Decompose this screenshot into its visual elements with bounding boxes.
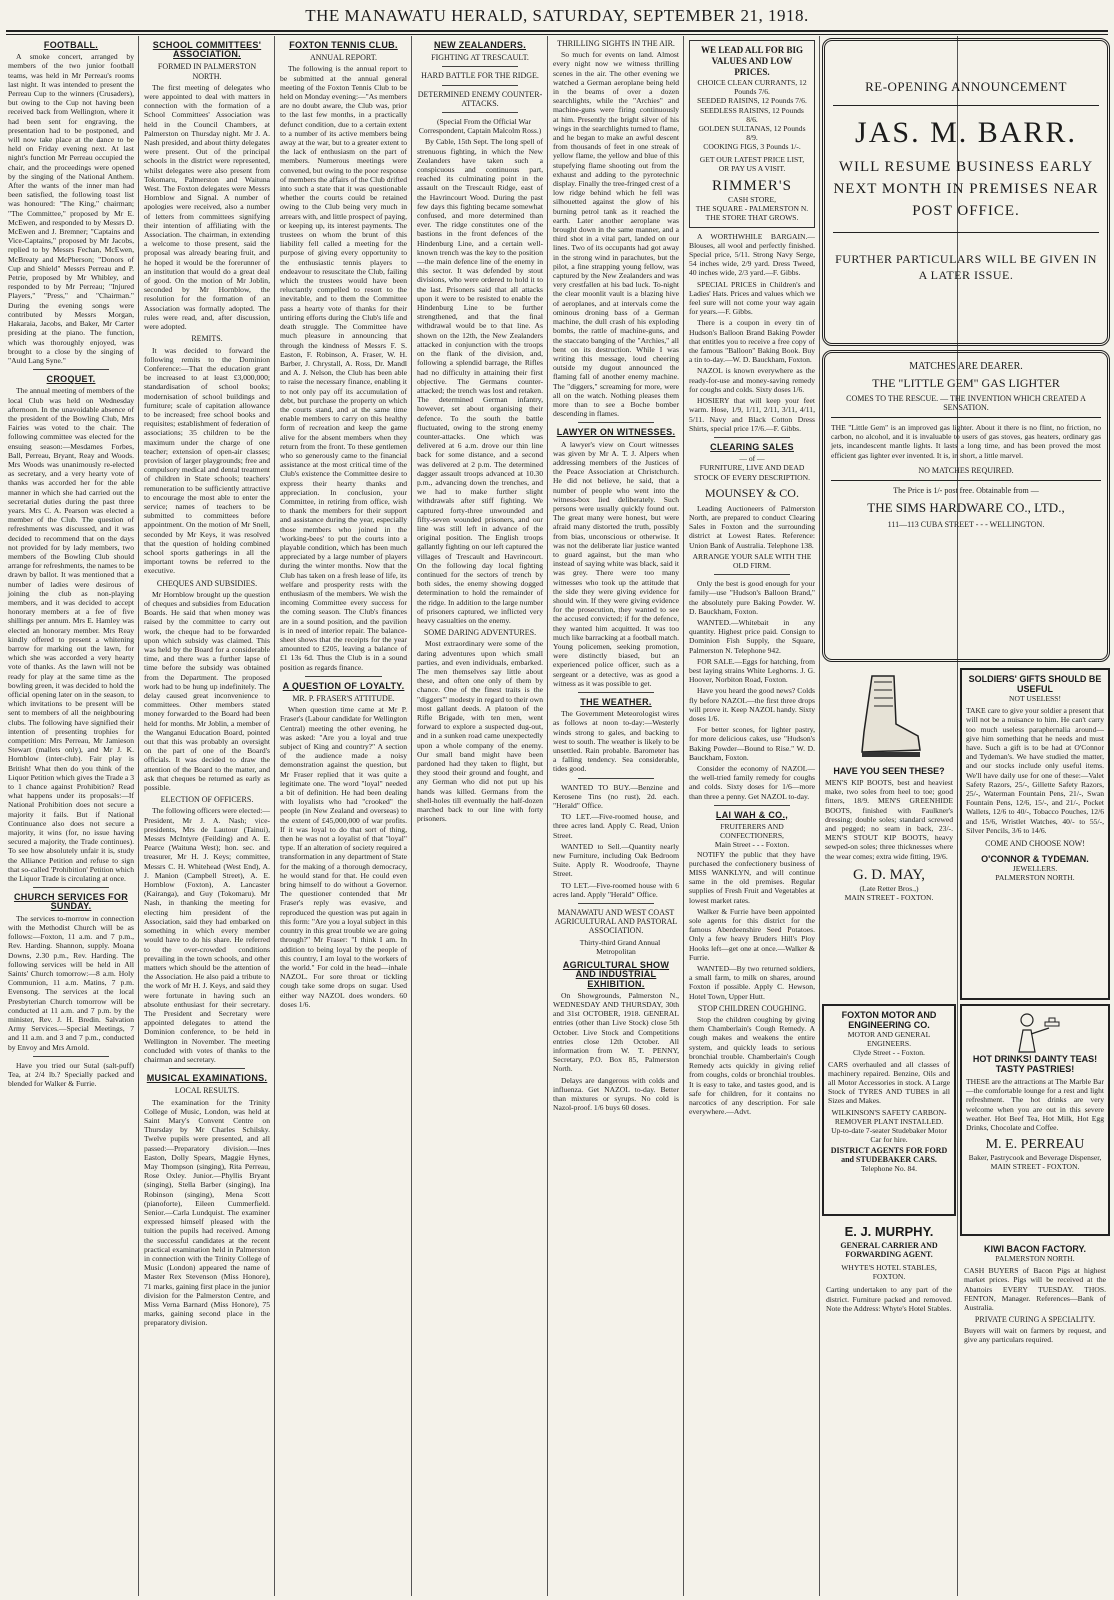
cheques-heading: CHEQUES AND SUBSIDIES.	[156, 578, 258, 588]
divider	[714, 437, 790, 438]
barr-frame	[822, 38, 1110, 346]
boots-heading: HAVE YOU SEEN THESE?	[833, 766, 945, 776]
loyalty-heading: A QUESTION OF LOYALTY.	[282, 680, 405, 691]
gibbs-advert: SPECIAL PRICES in Children's and Ladies' Hats. Prices and values which we feel sure will not come your way again for years.—F. Gibbs.	[689, 279, 815, 317]
divider	[442, 66, 518, 67]
motor-agents: DISTRICT AGENTS FOR FORD and STUDEBAKER CARS.	[830, 1146, 948, 1165]
murphy-name: E. J. MURPHY.	[844, 1224, 934, 1239]
column-rule	[138, 36, 139, 1596]
gem-price: The Price is 1/- post free. Obtainable from —	[893, 485, 1039, 495]
column-rule	[819, 36, 820, 1596]
kiwi-address: PALMERSTON NORTH.	[995, 1254, 1075, 1263]
thrilling-article: So much for events on land. Almost every night now we witness thrilling scenes in the air. The other evening we watched a German aeroplane being held in the beams of over a dozen searchlights, while the "Archies" and machine-guns were firing continuously at him. Presently the bright silver of his wings in the searchlights turned to flame, and he began to make an awful descent from thousands of feet in one streak of yellow flame, the yellow and blue of this stupefying flame shooting out from the exhaust and adding to the pyrotechnic display. Finally the tree-fringed crest of a low ridge behind which he fell was silhouetted against the glow of his burning petrol tank as it reached the earth. Later another aeroplane was brought down in the same manner, and a third shot in a vital part, landed on our lines. Two of its occupants had got away in the strong wind in parachutes, but the pilot, a fine strapping young fellow, was captured by the New Zealanders and was very crestfallen at his bad luck. To-night the clear moonlit vault is a blazing hive of aeroplanes, and at intervals come the ominous droning bass of a German machine, the dull crash of his exploding bombs, the rattle of machine-guns, and the staccato banging of the "Archies," all bent on its destruction. While I was writing this message, loud cheering outside my dugout announced the flaming fall of another enemy machine. The "diggers," screaming for more, were all on the watch. Nothing pleases them more than to see a Boche bomber descending in flames.	[553, 50, 679, 419]
nazol-advert: Consider the economy of NAZOL—the well-tried family remedy for coughs and colds. Sixty doses for 1/6—more than three a penny. Get NAZOL to-day.	[689, 764, 815, 801]
rimmers-name: RIMMER'S	[712, 178, 792, 195]
motor-telephone: Telephone No. 84.	[861, 1164, 917, 1174]
thrilling-heading: THRILLING SIGHTS IN THE AIR.	[557, 39, 675, 48]
croquet-article: The annual meeting of members of the local Club was held on Wednesday afternoon. In the unavoidable absence of the president of the Bowling Club, Mrs Fairies was voted to the chair. The following committee was elected for the ensuing season:—Mesdames Forbes, Ball, Perreau, Bryant, Reay and Woods. Mrs Woods was unanimously re-elected as secretary, and a very hearty vote of thanks was accorded her for the able manner in which she had carried out the secretarial duties during the past three years. Mrs C. A. Pearson was elected a member of the Club. The question of refreshments was discussed, and it was decided to recommend that on the days not provided for by lady members, two members of the Bowling Club should arrange for refreshments, the names to be drawn by ballot. It was mentioned that a number of ladies were desirous of joining the club as non-playing members, and it was decided to accept honorary members at a fee of five shillings per annum. Mrs E. Hamley was elected an honorary member. Mrs Reay kindly offered to present a whitening barrow for marking out the lawn, for which she was accorded a very hearty vote of thanks. As the lawn will not be ready for play at the same time as the bowling green, it was decided to hold the official opening later on in the season, to which invitations to be present will be sent to members of all the neighbouring clubs. The following have signified their intention of presenting trophies for competition: Mrs Perreau, Mr Jamieson Stewart (mallets only), and Mr J. K. Hornblow (inter-club). Fair play is British! What then do you think of the Liquor Petition which gives the Trade a 3 to 1 chance against Prohibition? Read what happens under its proposals:—If National Prohibition does not secure a majority it fails. But if National Continuance also does not secure a majority, it wins (for, no issue having secured a majority, the Trade continues). To see how absolutely unfair it is, study the Alliance Petition and refuse to sign that so-called 'Prohibition' Petition which the Liquor Trade is circulating at once.	[8, 386, 134, 884]
divider	[578, 778, 654, 779]
election-heading: ELECTION OF OFFICERS.	[160, 795, 254, 805]
column-5	[549, 36, 683, 1596]
divider	[833, 232, 1099, 233]
price-item: GOLDEN SULTANAS, 12 Pounds 8/9.	[698, 124, 806, 143]
divider	[442, 112, 518, 113]
nz-credit: (Special From the Official War Correspondent, Captain Malcolm Ross.)	[418, 117, 542, 136]
daring-heading: SOME DARING ADVENTURES.	[423, 628, 537, 638]
rimmers-advert	[689, 40, 815, 228]
football-heading: FOOTBALL.	[43, 40, 99, 50]
nazol-advert: Delays are dangerous with colds and influenza. Get NAZOL to-day. Better than mixtures or syrups. No cold is Nazol-proof. 1/6 buys 60 doses.	[553, 1075, 679, 1113]
classified: TO LET.—Five-roomed house with 6 acres land. Apply "Herald" Office.	[553, 880, 679, 899]
motor-wilkinson: WILKINSON'S SAFETY CARBON-REMOVER PLANT INSTALLED.	[831, 1107, 947, 1126]
wanted-advert: WANTED—By two returned soldiers, a small farm, to milk on shares, around Foxton if possible. Apply C. Hewson, Hotel Town, Upper Hutt.	[689, 964, 815, 1001]
whitebait-advert: WANTED.—Whitebait in any quantity. Highest price paid. Consign to Dominion Fish Supply, the Square, Palmerston N. Telephone 942.	[689, 617, 815, 655]
laiwah-sub: FRUITERERS AND CONFECTIONERS,	[720, 822, 784, 841]
assoc-heading: SCHOOL COMMITTEES' ASSOCIATION.	[152, 40, 262, 60]
lawyer-article: A lawyer's view on Court witnesses was given by Mr A. T. J. Alpers when addressing members of the Justices of the Peace Association at Christchurch. He did not believe, he said, that a number of people who went into the witness-box lied deliberately. Such persons were usually quickly found out. The great many were honest, but were afraid many distorted the truth, possibly from bias, unconscious or otherwise. It was not the deliberate liar justice wanted to guard against, but the man who instead of saying white was black, said it was grey. There were too many witnesses who took up the attitude that the side they were giving evidence for should win. If they were giving evidence for the prosecution, they wanted to see the accused convicted; if for the defence, they wanted him acquitted. It was too much like barracking at a football match. Young policemen, seeking promotion, were distinctly biased, but an experienced police officer, such as a sergeant or a detective, was as good a witness as it was possible to get.	[553, 439, 679, 688]
gem-body: THE "Little Gem" is an improved gas lighter. About it there is no flint, no friction, no carbon, no alcohol, and it is invaluable to users of gas stoves, gas heaters, ordinary gas jets, incandescent mantle lights. It lasts a long time, and has been proved the most efficient gas lighter ever invented. It is, in short, a little marvel.	[831, 423, 1101, 460]
tea-advert: Have you tried our Sutal (salt-puff) Tea, at 2/4 lb.? Specially packed and blended for Walker & Furrie.	[8, 1060, 134, 1089]
barr-foot: FURTHER PARTICULARS WILL BE GIVEN IN A LATER ISSUE.	[835, 252, 1097, 282]
motor-body: CARS overhauled and all classes of machinery repaired. Benzine, Oils and all Motor Accessories in stock. A Large Stock of TYRES AND TUBES in all Sizes and Makes.	[828, 1059, 950, 1106]
classified: WANTED to Sell.—Quantity nearly new Furniture, including Oak Bedroom Suite. Apply R. Woodroofe, Thayne Street.	[553, 841, 679, 879]
classified: WANTED TO BUY.—Benzine and Kerosene Tins (no rust), 2d. each. "Herald" Office.	[553, 782, 679, 811]
divider	[578, 422, 654, 423]
price-item: COOKING FIGS, 3 Pounds 1/-.	[703, 142, 801, 152]
column-3	[276, 36, 411, 1596]
assoc-subheading: FORMED IN PALMERSTON NORTH.	[157, 62, 257, 81]
boots-advert	[822, 668, 956, 1000]
murphy-sub: GENERAL CARRIER AND FORWARDING AGENT.	[840, 1241, 938, 1259]
column-1	[4, 36, 138, 1596]
cough-text: Stop the children coughing by giving them Chamberlain's Cough Remedy. A cough makes and weakens the entire system, and quickly leads to serious bronchial trouble. Chamberlain's Cough Remedy acts quickly in giving relief from coughs, colds or bronchial troubles. It is easy to take, and tastes good, and is safe for children, for it contains no narcotics of any description. For sale everywhere.—Advt.	[689, 1015, 815, 1117]
may-late: (Late Retter Bros.,)	[859, 883, 919, 893]
cough-heading: STOP CHILDREN COUGHING.	[697, 1003, 807, 1013]
kiwi-advert	[960, 1240, 1110, 1596]
rimmers-heading: WE LEAD ALL FOR BIG VALUES AND LOW PRICES.	[700, 45, 804, 77]
column-4	[413, 36, 547, 1596]
rimmers-sub: CASH STORE,	[728, 195, 776, 205]
column-6	[685, 36, 819, 1596]
weather-article: The Government Meteorologist wires as follows at noon to-day:—Westerly winds strong to gales, and backing to west to south. The weather is likely to be unsettled. Rain probable. Barometer has a falling tendency. Sea considerable, tides good.	[553, 709, 679, 774]
gem-title: MATCHES ARE DEARER.	[909, 361, 1023, 372]
nazol-advert: Have you heard the good news? Colds fly before NAZOL—the first three drops will prove it. Keep NAZOL handy. Sixty doses 1/6.	[689, 686, 815, 723]
motor-advert	[822, 1004, 956, 1216]
mounsey-text: Leading Auctioneers of Palmerston North, are prepared to conduct Clearing Sales in Foxton and the surrounding district at Lowest Rates. Reference: Union Bank of Australia. Telephone 138.	[689, 503, 815, 550]
gifts-advert	[960, 668, 1110, 1000]
show-heading: MANAWATU AND WEST COAST AGRICULTURAL AND PASTORAL ASSOCIATION.	[554, 908, 678, 936]
kiwi-heading: KIWI BACON FACTORY.	[983, 1244, 1086, 1254]
mounsey-name: MOUNSEY & CO.	[705, 485, 799, 500]
divider	[578, 692, 654, 693]
hudson-advert: For better scones, for lighter pastry, for more delicious cakes, use "Hudson's Baking Powder—Bound to Rise." W. D. Bauckham, Foxton.	[689, 725, 815, 762]
oconnor-name: O'CONNOR & TYDEMAN.	[981, 854, 1089, 865]
divider	[442, 85, 518, 86]
potatoes-advert: Walker & Furrie have been appointed sole agents for this district for the famous Aberdeenshire Seed Potatoes. Only a few heavy Bruders Hill's Ploy Hooks left—get one at once.—Walker & Furrie.	[689, 906, 815, 962]
murphy-address: WHYTE'S HOTEL STABLES, FOXTON.	[841, 1263, 937, 1282]
loyalty-article: When question time came at Mr P. Fraser's (Labour candidate for Wellington Central) meeting the other evening, he was asked: "Are you a loyal and true subject of King and country?" A section of the audience made a noisy demonstration against the question, but Mr Fraser replied that it was quite a legitimate one. The word "loyal" needed a bit of definition. He had been dealing with loyalists who had "crooked" the people (in New Zealand and overseas) to the extent of £45,000,000 of war profits. If it was loyal to do that sort of thing, then he was not a loyalist of that "loyal" type. If an alteration of society required a transformation in any department of State for the making of a thorough democracy, he would stand for that. He could even bring himself to do without a Governor. The questioner contended that Mr Fraser's reply was evasive, and reproduced the question was put again in this form: "Are you a loyal subject in this country in this great trouble we are going through?" Mr Fraser: "I think I am. In addition to being loyal by the people of this country, I am loyal to the workers of the world." For cold in the head—inhale NAZOL. For sore throat or tickling cough take some drops on sugar. Used either way NAZOL does wonders. 60 doses 1/6.	[280, 705, 407, 1009]
gifts-sub: NOT USELESS!	[1009, 694, 1061, 703]
tennis-subheading: ANNUAL REPORT.	[309, 53, 378, 63]
balloon-advert: Only the best is good enough for your family—use "Hudson's Balloon Brand," the absolutely pure Baking Powder. W. D. Bauckham, Foxton.	[689, 579, 815, 616]
murphy-advert	[822, 1220, 956, 1596]
masthead: THE MANAWATU HERALD, SATURDAY, SEPTEMBER 21, 1918.	[305, 6, 809, 25]
lawyer-heading: LAWYER ON WITNESSES.	[556, 427, 676, 438]
divider	[305, 676, 381, 677]
kiwi-tail: Buyers will wait on farmers by request, and give any particulars required.	[964, 1326, 1106, 1345]
divider	[169, 1068, 245, 1069]
remits-heading: REMITS.	[191, 334, 223, 344]
perreau-name: M. E. PERREAU	[985, 1137, 1085, 1153]
oconnor-sub: JEWELLERS.	[1012, 864, 1058, 874]
laiwah-heading: LAI WAH & CO.,	[715, 809, 789, 820]
divider	[831, 480, 1101, 481]
cheques-text: Mr Hornblow brought up the question of cheques and subsidies from Education Boards. He said that when money was raised by the committee to carry out work, the cheque had to be forwarded upon which subsidy was claimed. This was held by the Board for a considerable time, and there was a further lapse of time before the subsidy was obtained from the Department. The proposed work had to be hung up indefinitely. The delay caused great inconvenience to committees. Other members stated money forwarded to the Board had been held for months. Mr Joblin, a member of the Wanganui Education Board, pointed out that this was probably an oversight on the part of one of the Board's officials. It was decided to draw the attention of the Board to the matter, and ask that cheques be returned as early as possible.	[144, 589, 270, 793]
gem-company: THE SIMS HARDWARE CO., LTD.,	[867, 499, 1065, 515]
divider	[714, 574, 790, 575]
daring-article: Most extraordinary were some of the daring adventures upon which small parties, and even individuals, embarked. The men themselves say little about these, and often one only of them by chance. One of the finest traits is the "diggers'" modesty in regard to their own most gallant deeds. A platoon of the Rifle Brigade, with ten men, went forward to explore a suspected dug-out, and in a sunken road came unexpectedly upon a whole company of the enemy. Our small band might have been pardoned had they taken to flight, but they stood their ground and fought, and any German who did not put up his hands was killed. Germans from the shell-holes till eventually the half-dozen marched back to our line with forty prisoners.	[417, 639, 543, 824]
barr-advert	[822, 38, 1110, 346]
laiwah-address: Main Street - - - Foxton.	[714, 840, 790, 850]
price-item: SEEDLESS RAISINS, 12 Pounds 8/6.	[700, 105, 804, 124]
column-rule	[274, 36, 275, 1596]
drinks-body: THESE are the attractions at The Marble Bar—the comfortable lounge for a rest and light refreshment. The hot drinks are very welcome when you are out in this severe weather. Hot Beef Tea, Hot Milk, Hot Egg Drinks, Chocolate and Coffee.	[966, 1077, 1104, 1133]
balloon-advert: There is a coupon in every tin of Hudson's Balloon Brand Baking Powder that entitles you to receive a free copy of the famous "Balloon" Baking Book. Buy a tin to-day.—W. D. Bauckham, Foxton.	[689, 318, 815, 365]
church-article: The services to-morrow in connection with the Methodist Church will be as follows:—Foxton, 11 a.m. and 7 p.m., Rev. Harding. Shannon, supply. Moana Downs, 2.30 p.m., Rev. Harding. The following services will be held in All Saints' Church tomorrow:—8 a.m. Holy Communion, 11 a.m. Matins, 7 p.m. Evensong. The services at the local Presbyterian Church tomorrow will be conducted at 11 a.m. and 7 p.m. by the minister, Rev. J. H. Bredin. Salvation Army Services.—Special Meetings, 7 and 11 a.m. and 3 and 7 p.m., conducted by Envoy and Mrs Arnold.	[8, 913, 134, 1052]
rimmers-address: THE SQUARE - PALMERSTON N.	[695, 204, 809, 214]
barr-name: JAS. M. BARR.	[855, 116, 1077, 149]
divider	[714, 805, 790, 806]
may-name: G. D. MAY,	[852, 866, 926, 883]
rimmers-call: GET OUR LATEST PRICE LIST, OR PAY US A VISIT.	[699, 154, 805, 173]
barr-title: RE-OPENING ANNOUNCEMENT	[865, 79, 1067, 94]
show-text: On Showgrounds, Palmerston N., WEDNESDAY AND THURSDAY, 30th and 31st OCTOBER, 1918. GENERAL entries (other than Live Stock) close 5th October. Live Stock and Competitions entries close 12th October. All information from W. T. PENNY, Secretary, P.O. Box 85, Palmerston North.	[553, 990, 679, 1074]
gem-advert	[822, 350, 1110, 662]
motor-heading: FOXTON MOTOR AND ENGINEERING CO.	[841, 1010, 937, 1030]
boot-icon	[854, 672, 924, 762]
weather-heading: THE WEATHER.	[580, 697, 652, 708]
football-article: A smoke concert, arranged by members of the two junior football teams, was held in Mr Perreau's rooms last night. It was intended to present the Perreau Cup to the winners (Crusaders), but owing to the Cup not having been received back from Wellington, where it had been sent for engraving, the presentation had to be postponed, and will now take place at the dance to be held on Friday evening next. At last night's function Mr Perreau occupied the chair, and the proceedings were opened by the singing of the National Anthem. After the wants of the inner man had been satisfied, the following toast list was honoured: "The King," chairman; "The Committee," proposed by Mr E. McEwen, and responded to by Messrs D. McEwen and J. Bremner; "Captains and Vice-Captains," proposed by Mr Jacobs, replied to by Messrs Fechan, McEwen, McBreaty and McPherson; "Donors of Cup and Shield" Messrs Perreau and P. Petrie, proposed by Mr Whibley, and responded to by Mr Perreau; "Injured Players," "Press," and "Chairman." During the evening songs were contributed by Messrs Morgan, Hakaraia, Jacobs, and Baker, Mr Carter presiding at the piano. The function, which was thoroughly enjoyed, was brought to a close by the singing of "Auld Lang Syne."	[8, 52, 134, 365]
gem-nomatch: NO MATCHES REQUIRED.	[918, 465, 1014, 475]
divider	[831, 417, 1101, 418]
kiwi-body: CASH BUYERS of Bacon Pigs at highest market prices. Pigs will be received at the Abattoirs EVERY TUESDAY. THOS. FENTON, Manager. References—Bank of Australia.	[964, 1266, 1106, 1313]
nz-subheading: FIGHTING AT TRESCAULT.	[431, 53, 529, 63]
divider	[33, 887, 109, 888]
nz-subheading-3: DETERMINED ENEMY COUNTER-ATTACKS.	[417, 89, 543, 108]
show-subheading: Thirty-third Grand Annual Metropolitan	[579, 937, 661, 956]
kiwi-call: PRIVATE CURING A SPECIALITY.	[974, 1315, 1096, 1325]
election-text: The following officers were elected:—President, Mr J. A. Nash; vice-presidents, Mrs de Lautour (Tainui), Messrs McIntyre (Feilding) and A. E. Pearce (Waituna West); hon. sec. and treasurer, Mr H. J. Keys; committee, Messrs C. H. Whitehead (West End), A. J. Manion (Campbell Street), A. E. Hornblow (Foxton), A. Lancaster (Kairanga), and Guy (Tokomaru). Mr Nash, in thanking the meeting for electing him president of the Association, said they had embarked on something in which every member would have to do his share. He referred to the over-crowded conditions prevailing in the town schools, and other matters which should be the attention of the Association. He also paid a tribute to the work of Mr H. J. Keys, and said they were fortunate in having such an absolute enthusiast for their secretary. The President and Secretary were appointed delegates to attend the Dominion conference, to be held in Wellington in November. The meeting concluded with votes of thanks to the chairman and secretary.	[144, 806, 270, 1064]
musical-subheading: LOCAL RESULTS.	[174, 1086, 240, 1096]
gibbs-advert: HOSIERY that will keep your feet warm. Hose, 1/9, 1/11, 2/11, 3/11, 4/11, 5/11. Navy and Black Cotton Dress Shirts, special price 17/6.—F. Gibbs.	[689, 396, 815, 433]
murphy-body: Carting undertaken to any part of the district. Furniture packed and removed. Note the Address: Whyte's Hotel Stables.	[826, 1285, 952, 1313]
boots-body: MEN'S KIP BOOTS, best and heaviest make, two soles from heel to toe; good fitters, 18/9. MEN'S GREENHIDE BOOTS, finished with Faulkner's dressing; double soles; standard screwed and pegged; no seam in back, 23/-. MEN'S STOUT KIP BOOTS, heavy sewped-on soles; three thicknesses where the wear comes; extra wide fitting, 19/6.	[825, 778, 953, 861]
gifts-heading: SOLDIERS' GIFTS SHOULD BE USEFUL	[968, 674, 1102, 694]
column-2	[140, 36, 274, 1596]
remits-text: It was decided to forward the following remits to the Dominion Conference:—That the education grant be increased to at least £3,000,000; standardisation of school books; modernisation of school buildings and furniture; scale of capitation allowance to be increased; free school books and requisites; establishment of federation of associations; 35 children to be the maximum under the charge of one teacher; extension of open-air classes; provision of larger playgrounds; free and compulsory medical and dental treatment of children in State schools; teachers' remuneration to be sufficiently attractive to encourage the most able to enter the service; names of teachers to be submitted to committees before appointment. On the motion of Mr Snell, seconded by Mr Keys, it was resolved that the question of holding combined school sports gatherings in all the important towns be referred to the executive.	[144, 345, 270, 576]
gem-frame	[822, 350, 1110, 662]
may-address: MAIN STREET - FOXTON.	[844, 893, 934, 903]
tennis-article: The following is the annual report to be submitted at the annual general meeting of the Foxton Tennis Club to be held on Monday evening:—"As members are no doubt aware, the Club was, prior to the last few months, in a practically defunct condition, due to a certain extent to a number of its active members being away at the war, but to a greater extent to the lack of enthusiasm on the part of members. Numerous meetings were convened, but owing to the poor response of members the affairs of the Club drifted into such a state that it was questionable whether the courts could be retained owing to the Club being very much in arrears with, and little prospect of paying, or keeping up, its interest payments. The trustees on whom the brunt of this liability fell called a meeting for the purpose of giving every opportunity to the enthusiastic tennis players to endeavour to resuscitate the Club, failing which the trustees would have been reluctantly compelled to resort to the inevitable, and to them the Committee pass a hearty vote of thanks for their untiring efforts during the Club's life and death struggle. The Committee have much pleasure in announcing that through the kindness of Messrs F. S. Easton, F. Robinson, A. Fraser, W. H. Barber, J. Chrystall, A. Ross, Dr. Mandl and A. J. Nelson, the Club has been able to raise the necessary finance, enabling it to not only pay off its accumulation of debt, but purchase the property on which the courts stand, and at the same time enable members to carry on this healthy form of recreation and keep the game alive for the absent members when they return from the front. To these gentlemen who so generously came to the financial assistance at the most critical time of the Club's existence the Committee desire to express their hearty thanks and appreciation. In conclusion, your Committee, in retiring from office, wish to thank the members for their support and assistance during the year, especially those members who joined in the 'working-bees' to put the courts into a playable condition, which has been much appreciated by a large number of players during the winter months. Now that the Club has taken on a fresh lease of life, its welfare and prosperity rests with the enthusiasm of the members. We wish the incoming Committee every success for the coming season. The Club's finances are in a sound position, and the pavilion is in need of interior repair. The balance-sheet shows that the receipts for the year amounted to £205, leaving a balance of £1 13s 6d. Thus the Club is in a sound position as regards finance.	[280, 64, 407, 672]
mounsey-arrange: ARRANGE YOUR SALE WITH THE OLD FIRM.	[692, 551, 812, 570]
divider	[33, 369, 109, 370]
gifts-body: TAKE care to give your soldier a present that will not be a nuisance to him. He can't carry too much useless paraphernalia around—give him something that he needs and must have. Such a gift is to be had at O'Connor and Tydeman's. We have studied the matter, and our stocks include only useful items. We'll have daily use for one of these:—Valet Safety Razors, 25/-, Gillette Safety Razors, 25/-, Waterman Fountain Pens, 21/-, Swan Fountain Pens, 12/6, 15/-, and 21/-, Pocket Wallets, 12/6 to 40/-, Tobacco Pouches, 12/6 and 15/6, Wristlet Watches, 40/- to 55/-, Silver Pencils, 3/6 to 14/6.	[966, 706, 1104, 835]
masthead-rule	[6, 30, 1108, 35]
gem-address: 111—113 CUBA STREET - - - WELLINGTON.	[887, 519, 1045, 529]
clearing-items: FURNITURE, LIVE AND DEAD STOCK OF EVERY DESCRIPTION.	[693, 463, 811, 482]
perreau-address: MAIN STREET - FOXTON.	[990, 1162, 1080, 1172]
musical-article: The examination for the Trinity College of Music, London, was held at Saint Mary's Convent Centre on Thursday by Mr Charles Schilsky. Twelve pupils were presented, and all passed:—Preparatory division.—Ines Easton, Dolly Spears, Maggie Hynes, May Thompson (singing), Rita Perreau, Rose Oxley. Junior.—Phyllis Bryant (singing), Stella Barber (singing), Ina Robinson (singing), Mena Scott (pianoforte), Eileen Cummerfield. Senior.—Carla Lundquist. The examiner expressed himself pleased with the tuition the pupils had received. Among the successful candidates at the recent practical examination held in Palmerston in connection with the Trinity College of Music (London) appeared the name of Master Rex Stevenson (Miss Honore), 71 marks, gaining first place in the junior division for the Palmerston Centre, and Miss Verna Barnard (Miss Honore), 75 marks, gaining second place in the preparatory division.	[144, 1097, 270, 1328]
column-rule	[683, 36, 684, 1596]
barr-body: WILL RESUME BUSINESS EARLY NEXT MONTH IN PREMISES NEAR POST OFFICE.	[833, 159, 1099, 219]
eggs-advert: FOR SALE.—Eggs for hatching, from best laying strains White Leghorns. J. G. Hoover, Norbiton Road, Foxton.	[689, 656, 815, 685]
loyalty-subheading: MR. P. FRASER'S ATTITUDE.	[292, 694, 395, 704]
divider	[833, 105, 1099, 106]
perreau-sub: Baker, Pastrycook and Beverage Dispenser,	[968, 1153, 1102, 1163]
church-heading: CHURCH SERVICES FOR SUNDAY.	[13, 892, 129, 912]
nz-article: By Cable, 15th Sept. The long spell of strenuous fighting, in which the New Zealanders have taken such a conspicuous and continuous part, reached its culminating point in the assault on the Trescault Ridge, east of the Havrincourt Wood. During the past few days this fighting became somewhat confused, and more determined than ever. The ridge constitutes one of the bastions in the front defences of the Hindenburg Line, and a certain well-known trench was the key to the position—the main defence line of the enemy in this sector. It was defended by stout divisions, who were ordered to hold it to the last. Prisoners said that all attacks upon it were to be resisted to enable the Hindenburg Line to be further strengthened, and that the final withdrawal would be to that line. As shown on the 12th, the New Zealanders attacked in conjunction with the troops on the flank of the division, and, following a splendid barrage, the Rifles had no difficulty in attaining their first objective. The Germans counter-attacked; the trench was lost and retaken. The determined German infantry, however, set about organising their defence. To the south the battle fluctuated, owing to the strong enemy counter-attacks. One which was delivered at 6 a.m. drove our thin line back for some distance, and a second was delivered at 2 p.m. The determined dagger assault troops advanced at 10.30 p.m., advancing down the trenches, and we had to make further slight withdrawals after stiff fighting. We captured forty-three unwounded and fifty-seven wounded prisoners, and our line was still left in advance of the original position. The English troops gallantly fighting on our left captured the villages of Trescault and Havrincourt. On the following day local fighting continued for the sectors of trench by both sides, the enemy showing dogged determination to hold the remainder of the ridge. In addition to the large number of prisoners captured, we inflicted very heavy casualties on the enemy.	[417, 137, 543, 625]
oconnor-address: PALMERSTON NORTH.	[995, 873, 1075, 883]
musical-heading: MUSICAL EXAMINATIONS.	[146, 1073, 268, 1084]
croquet-heading: CROQUET.	[46, 374, 96, 385]
column-rule	[547, 36, 548, 1596]
rimmers-slogan: THE STORE THAT GROWS.	[705, 213, 799, 223]
motor-studebaker: Up-to-date 7-seater Studebaker Motor Car for hire.	[831, 1126, 947, 1145]
drinks-advert	[960, 1004, 1110, 1236]
show-title: AGRICULTURAL SHOW AND INDUSTRIAL EXHIBITION.	[562, 960, 670, 989]
gifts-call: COME AND CHOOSE NOW!	[985, 839, 1085, 849]
classified: TO LET.—Five-roomed house, and three acres land. Apply C. Read, Union Street.	[553, 812, 679, 840]
assoc-article: The first meeting of delegates who were appointed to deal with matters in connection with the formation of a School Committees' Association was held in the Council Chambers, at Palmerston on Thursday night. Mr J. A. Nash presided, and about thirty delegates were present. Out of the principal schools in the district were represented, whilst delegates were also present from Tokomaru, Palmerston and Waituna West. The Foxton delegates were Messrs Hornblow and Signal. A number of apologies were received, also a number of letters from committees signifying their intention of affiliating with the Association. The chairman, in extending a welcome to those present, said the proposal was already bearing fruit, and he hoped it would be the forerunner of an institution that would do a great deal of good. On the motion of Mr Joblin, seconded by Mr Hornblow, the resolution for the formation of an Association was formally adopted. The rules were read, and, after discussion, were adopted.	[144, 82, 270, 332]
gibbs-advert: A WORTHWHILE BARGAIN.—Blouses, all wool and perfectly finished. Special price, 5/11. Strong Navy Serge, 54 inches wide, 2/9 yard. Dress Tweed, 40 inches wide, 2/3 yard.—F. Gibbs.	[689, 231, 815, 278]
gem-name: THE "LITTLE GEM" GAS LIGHTER	[872, 376, 1060, 390]
gem-sub: COMES TO THE RESCUE. — THE INVENTION WHICH CREATED A SENSATION.	[846, 394, 1086, 412]
motor-address: Clyde Street - - Foxton.	[853, 1048, 925, 1058]
divider	[578, 903, 654, 904]
price-item: SEEDED RAISINS, 12 Pounds 7/6.	[697, 96, 807, 106]
clearing-heading: CLEARING SALES	[710, 441, 794, 452]
divider	[33, 1056, 109, 1057]
column-rule	[411, 36, 412, 1596]
nazol-advert: NAZOL is known everywhere as the ready-for-use and money-saving remedy for coughs and colds. Sixty doses 1/6.	[689, 366, 815, 394]
laiwah-text: NOTIFY the public that they have purchased the confectionery business of MISS WANKLYN, and will continue same in the old premises. Regular supplies of Fresh Fruit and Vegetables at lowest market rates.	[689, 849, 815, 905]
waitress-icon	[1005, 1010, 1065, 1054]
price-item: CHOICE CLEAN CURRANTS, 12 Pounds 7/6.	[697, 78, 807, 97]
motor-sub: MOTOR AND GENERAL ENGINEERS.	[847, 1030, 931, 1049]
clearing-of: — of —	[739, 454, 765, 464]
drinks-heading: HOT DRINKS! DAINTY TEAS! TASTY PASTRIES!	[972, 1054, 1098, 1074]
tennis-heading: FOXTON TENNIS CLUB.	[289, 40, 398, 50]
nz-subheading-2: HARD BATTLE FOR THE RIDGE.	[421, 71, 539, 81]
nz-heading: NEW ZEALANDERS.	[434, 40, 526, 50]
